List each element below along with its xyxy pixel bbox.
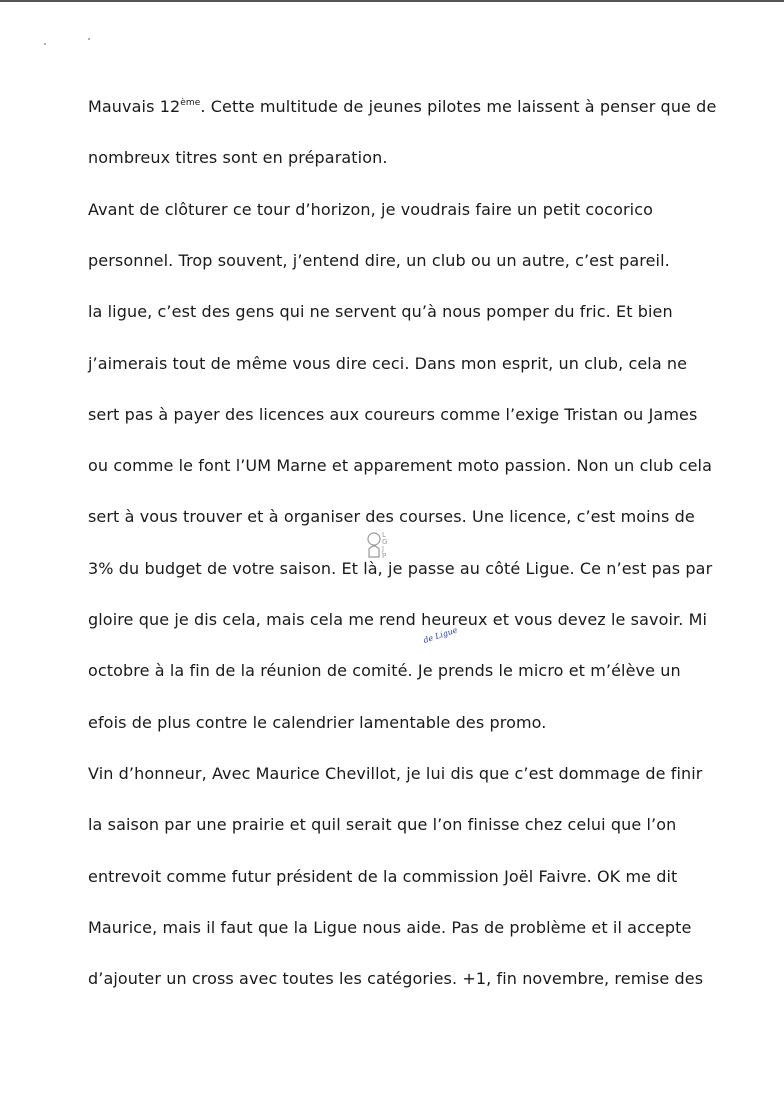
text-line [88,97,716,117]
text-segment: octobre à la fin de la réunion de comité. Je prends le micro et m’élève un [88,661,681,680]
text-segment: gloire que je dis cela, mais cela me rend heureux et vous devez le savoir. Mi [88,610,708,629]
text-line [88,713,546,733]
svg-text:J: J [382,545,385,553]
text-segment: . Cette multitude de jeunes pilotes me laissent à penser que de [200,97,717,116]
text-segment: personnel. Trop souvent, j’entend dire, un club ou un autre, c’est pareil. [88,251,670,270]
text-line [88,815,676,835]
text-segment: nombreux titres sont en préparation. [88,148,388,167]
text-line [88,405,697,425]
text-segment: j’aimerais tout de même vous dire ceci. Dans mon esprit, un club, cela ne [88,354,688,373]
text-segment: efois de plus contre le calendrier lamentable des promo. [88,713,547,732]
text-segment: Avant de clôturer ce tour d’horizon, je voudrais faire un petit cocorico [88,200,653,219]
text-segment: Mauvais 12 [88,97,181,116]
scan-top-edge [0,0,784,2]
handwritten-annotation: de Ligue [422,625,459,645]
text-line [88,969,703,989]
text-segment: d’ajouter un cross avec toutes les catégories. +1, fin novembre, remise des [88,969,704,988]
text-segment: la saison par une prairie et quil serait que l’on finisse chez celui que l’on [88,815,677,834]
text-line [88,456,712,476]
text-line [88,764,702,784]
text-line [88,559,712,579]
text-segment: sert pas à payer des licences aux coureurs comme l’exige Tristan ou James [88,405,698,424]
text-segment: Maurice, mais il faut que la Ligue nous aide. Pas de problème et il accepte [88,918,692,937]
svg-text:P: P [382,552,387,560]
watermark-stamp [365,527,393,563]
text-line [88,302,673,322]
text-line [88,661,681,681]
stamp-seal-icon [365,527,393,563]
text-line [88,251,670,271]
text-line [88,867,677,887]
text-line [88,354,687,374]
scan-speck [44,43,46,45]
text-line [88,200,653,220]
scan-speck [88,38,90,40]
text-segment: la ligue, c’est des gens qui ne servent qu’à nous pomper du fric. Et bien [88,302,673,321]
text-segment: ou comme le font l’UM Marne et apparement moto passion. Non un club cela [88,456,713,475]
text-segment: Vin d’honneur, Avec Maurice Chevillot, je lui dis que c’est dommage de finir [88,764,703,783]
superscript: ème [180,98,201,108]
text-line [88,918,691,938]
text-line [88,148,388,168]
text-line [88,610,707,630]
text-segment: 3% du budget de votre saison. Et là, je passe au côté Ligue. Ce n’est pas par [88,559,713,578]
svg-text:G: G [382,538,388,546]
text-line [88,507,695,527]
svg-text:L: L [382,531,386,539]
text-segment: sert à vous trouver et à organiser des courses. Une licence, c’est moins de [88,507,695,526]
text-segment: entrevoit comme futur président de la commission Joël Faivre. OK me dit [88,867,678,886]
